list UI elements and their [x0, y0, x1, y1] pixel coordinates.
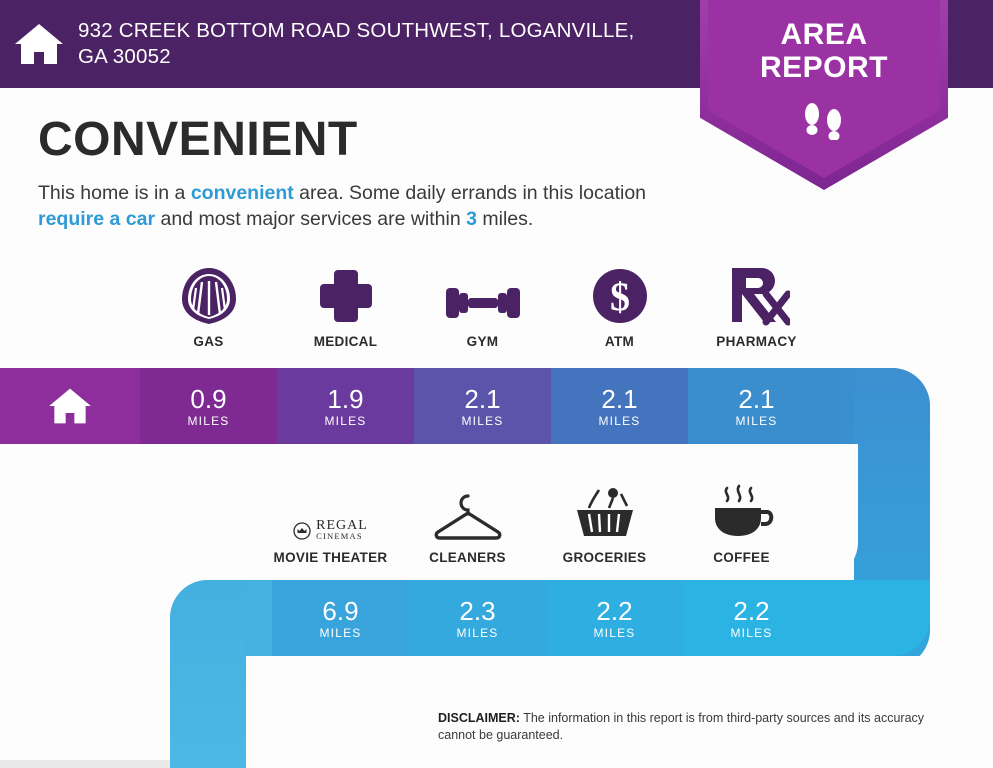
amenity-label: GYM — [466, 334, 499, 349]
footprints-icon — [700, 100, 948, 145]
distance-cell-gas — [140, 368, 277, 444]
regal-brand-line1: REGAL — [316, 518, 368, 533]
distance-cell-gym — [414, 368, 551, 444]
home-icon — [0, 0, 78, 88]
amenity-label: GAS — [193, 334, 224, 349]
distance-unit: MILES — [598, 413, 641, 428]
distance-value: 6.9 — [322, 595, 359, 626]
disclaimer-text: The information in this report is from third-party sources and its accuracy cannot be guaranteed. — [438, 711, 925, 742]
disclaimer — [438, 710, 958, 744]
amenity-label: PHARMACY — [716, 334, 797, 349]
amenity-pharmacy — [688, 262, 825, 349]
distance-unit: MILES — [319, 625, 362, 640]
summary-part-3: and most major services are within — [155, 208, 467, 230]
summary-text — [38, 180, 698, 232]
distance-cell-groceries — [546, 580, 683, 656]
svg-text:$: $ — [609, 274, 630, 319]
amenity-movie-theater — [262, 478, 399, 565]
summary-part-2: area. Some daily errands in this location — [293, 182, 647, 204]
summary-highlight-1: convenient — [190, 182, 294, 204]
medical-cross-icon — [316, 262, 376, 326]
badge-title-line2: REPORT — [759, 51, 888, 84]
badge-title-line1: AREA — [780, 18, 868, 51]
area-report-badge — [700, 0, 948, 190]
summary-part-4: miles. — [476, 208, 534, 230]
regal-crown-icon — [293, 522, 311, 540]
home-icon — [47, 386, 93, 426]
regal-cinemas-logo — [293, 478, 368, 542]
dollar-coin-icon — [590, 262, 650, 326]
ribbon-connector-left — [170, 580, 246, 768]
distance-value: 2.2 — [596, 595, 633, 626]
clothes-hanger-icon — [432, 478, 504, 542]
summary-part-1: This home is in a — [38, 182, 191, 204]
ribbon-tail-2 — [820, 580, 930, 656]
amenity-coffee — [673, 478, 810, 565]
amenity-label: MEDICAL — [313, 334, 378, 349]
distance-cell-atm — [551, 368, 688, 444]
amenity-label: COFFEE — [713, 550, 770, 565]
distance-ribbon-row-1 — [0, 368, 930, 444]
distance-unit: MILES — [735, 413, 778, 428]
distance-value: 2.1 — [738, 383, 775, 414]
amenity-gas — [140, 262, 277, 349]
amenity-label: GROCERIES — [562, 550, 647, 565]
distance-value: 2.3 — [459, 595, 496, 626]
page-title: CONVENIENT — [38, 113, 358, 166]
amenity-icon-row-2 — [262, 478, 862, 565]
amenity-label: ATM — [604, 334, 635, 349]
distance-cell-pharmacy — [688, 368, 825, 444]
distance-value: 0.9 — [190, 383, 227, 414]
amenity-icon-row-1 — [140, 262, 860, 349]
distance-value: 1.9 — [327, 383, 364, 414]
amenity-groceries — [536, 478, 673, 565]
distance-unit: MILES — [187, 413, 230, 428]
distance-ribbon-row-2 — [170, 580, 930, 656]
grocery-basket-icon — [569, 478, 641, 542]
rx-icon — [724, 262, 790, 326]
amenity-atm — [551, 262, 688, 349]
amenity-medical — [277, 262, 414, 349]
amenity-label: CLEANERS — [429, 550, 506, 565]
badge-title — [700, 18, 948, 84]
regal-brand-line2: CINEMAS — [316, 531, 363, 541]
distance-value: 2.2 — [733, 595, 770, 626]
distance-unit: MILES — [593, 625, 636, 640]
distance-cell-cleaners — [409, 580, 546, 656]
distance-value: 2.1 — [464, 383, 501, 414]
amenity-label: MOVIE THEATER — [273, 550, 388, 565]
distance-unit: MILES — [456, 625, 499, 640]
distance-value: 2.1 — [601, 383, 638, 414]
ribbon-home-icon-cell — [0, 368, 140, 444]
distance-unit: MILES — [461, 413, 504, 428]
disclaimer-label: DISCLAIMER: — [438, 711, 520, 725]
amenity-cleaners — [399, 478, 536, 565]
property-address: 932 CREEK BOTTOM ROAD SOUTHWEST, LOGANVILLE, GA 30052 — [78, 19, 635, 68]
distance-unit: MILES — [730, 625, 773, 640]
summary-highlight-2: require a car — [38, 208, 156, 230]
distance-cell-coffee — [683, 580, 820, 656]
distance-unit: MILES — [324, 413, 367, 428]
summary-highlight-3: 3 — [466, 208, 477, 230]
shell-gas-icon — [178, 262, 240, 326]
distance-cell-medical — [277, 368, 414, 444]
distance-cell-movie-theater — [272, 580, 409, 656]
dumbbell-icon — [442, 262, 524, 326]
page-footer-sliver — [0, 760, 170, 768]
amenity-gym — [414, 262, 551, 349]
coffee-cup-icon — [707, 478, 777, 542]
